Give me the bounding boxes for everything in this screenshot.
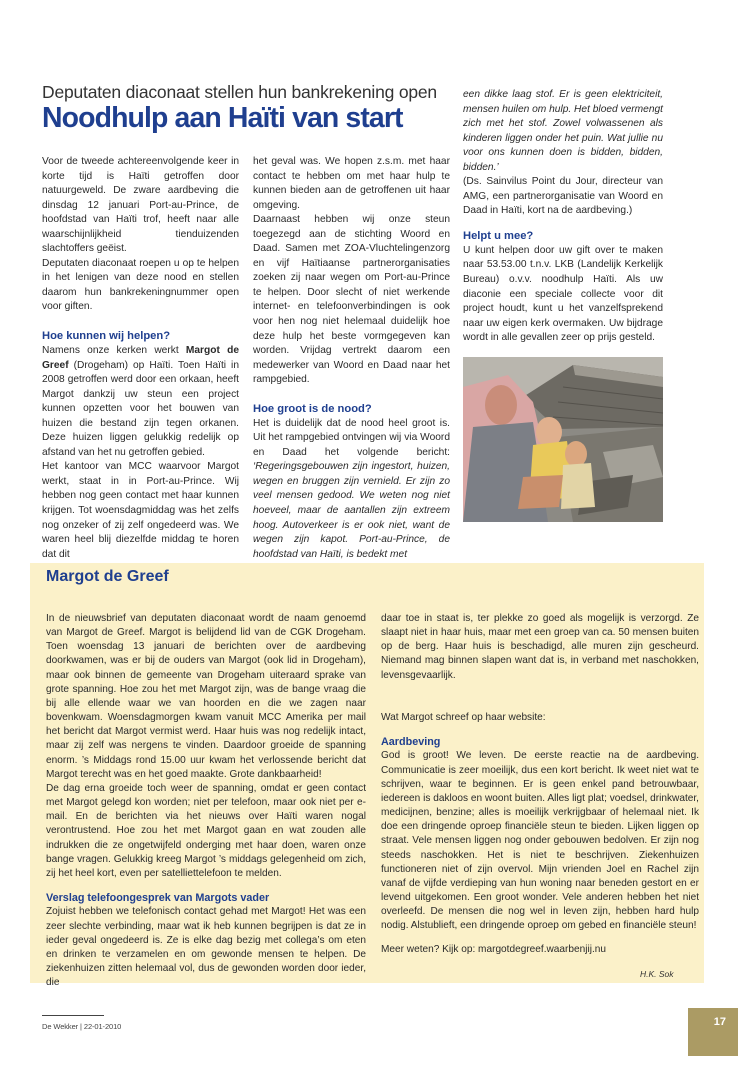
next-day-paragraph: De dag erna groeide toch weer de spanning, omdat er geen contact met Margot gelegd kon worden; niet per telefoon, maar ook niet per e-mail. En de berichten via het nieuws over Haïti waren nogal verontrustend. Hoe zou het met Margot gaan en wat zouden alle indrukken die ze ongetwijfeld onderging met haar doen, waren onze bange vragen. Gelukkig kreeg Margot ’s middags gelegenheid om zich, zij het heel kort, even per satelliettelefoon te melden. — [46, 782, 366, 879]
article-headline: Noodhulp aan Haïti van start — [42, 102, 403, 134]
quote-attribution: (Ds. Sainvilus Point du Jour, directeur van AMG, een partnerorganisatie van Woord en Daad in Haïti, kort na de aardbeving.) — [463, 176, 663, 217]
article-column-3 — [463, 88, 663, 346]
need-paragraph: Het is duidelijk dat de nood heel groot is. Uit het rampgebied ontvingen wij via Woord en Daad het volgende bericht: ‘Regeringsgebouwen zijn ingestort, huizen, wegen en bruggen zijn vernield. Er zijn zo veel mensen gedood. We weten nog niet hoeveel, maar de aantallen zijn extreem hoog. Autoverkeer is er ook niet, want de wegen zijn kapot. Port-au-Prince, de hoofdstad van Haïti, is bedekt met — [253, 417, 450, 560]
donation-paragraph: U kunt helpen door uw gift over te maken naar 53.53.00 t.n.v. LKB (Landelijk Kerkelijk Bureau) o.v.v. noodhulp Haïti. Als uw diaconie een speciale collecte voor dit project houdt, kunt u het vanzelfsprekend naar uw eigen kerk overmaken. Uw bijdrage wordt in alle gevallen zeer op prijs gesteld. — [463, 244, 663, 344]
newsletter-paragraph: In de nieuwsbrief van deputaten diaconaat wordt de naam genoemd van Margot de Greef. Margot is belijdend lid van de CGK Drogeham. Toen woensdag 13 januari de berichten over de aardbeving doorkwamen, was er bij de ouders van Margot (ook lid in Drogeham), maar ook binnen de gemeente van Drogeham uiteraard sprake van grote spanning. Hoe zou het met Margot zijn, was de bange vraag die bij alle ellende waar we van hoorden en die we zagen naar bovenkwam. Woensdagmorgen kwam vanuit MCC Amerika per mail het bericht dat Margot vermist werd. Haar huis was nog redelijk intact, maar zij zelf was nergens te vinden. Daardoor groeide de spanning enorm. ’s Middags rond 15.00 uur kwam het verlossende bericht dat Margot terecht was en het goed maakte. Grote dankbaarheid! — [46, 613, 366, 780]
quote-continuation: een dikke laag stof. Er is geen elektriciteit, mensen huilen om hulp. Het bloed vermengt zich met het stof. Zowel volwassenen als kinderen liggen onder het puin. Wat jullie nu voor ons kunnen doen is bidden, bidden, bidden.’ — [463, 89, 663, 173]
article-column-1 — [42, 155, 239, 562]
website-intro: Wat Margot schreef op haar website: — [381, 711, 546, 723]
author-signature: H.K. Sok — [640, 969, 674, 979]
contact-paragraph: het geval was. We hopen z.s.m. met haar contact te hebben om met haar hulp te kunnen bieden aan de getroffenen uit haar omgeving. — [253, 156, 450, 211]
website-message: God is groot! We leven. De eerste reactie na de aardbeving. Communicatie is zeer moeilijk, dus een kort bericht. Ik weet niet wat te schrijven, waar te beginnen. Er is geen enkel pand betrouwbaar, iedereen is dakloos en woont buiten. Alles ligt plat; voedsel, drinkwater, medicijnen, benzine; alles is moeilijk verkrijgbaar of helemaal niet. Ik doe een dringende oproep financiële steun te bieden. Lijken liggen op straat. Vele mensen liggen nog onder gebouwen bedolven. Er zijn nog steeds naschokken. Het is niet te beschrijven. Ziekenhuizen functioneren niet of zijn overvol. Mijn vrienden Joel en Rachel zijn vanaf de vijfde verdieping van hun woning naar beneden gestort en er levend uitgekomen. Een groot wonder. Vele anderen hebben het niet overleefd. De mensen die nog wel in leven zijn, hebben hard hulp nodig. Alstublieft, een dringende oproep om gebed en financiële steun! — [381, 750, 699, 932]
footer-rule — [42, 1015, 104, 1016]
section-heading-quake: Aardbeving — [381, 735, 441, 748]
appeal-paragraph: Deputaten diaconaat roepen u op te helpen in het lenigen van deze nood en stellen daarom hun bankrekeningnummer open voor giften. — [42, 257, 239, 313]
earthquake-photo — [463, 357, 663, 522]
intro-paragraph: Voor de tweede achtereenvolgende keer in korte tijd is Haïti getroffen door natuurgeweld. De zware aardbeving die dinsdag 12 januari Port-au-Prince, de hoofdstad van Haïti trof, heeft naar alle waarschijnlijkheid tienduizenden slachtoffers geëist. — [42, 156, 239, 255]
section-heading-help: Hoe kunnen wij helpen? — [42, 330, 171, 343]
section-heading-helps: Helpt u mee? — [463, 229, 534, 242]
box-column-1 — [46, 612, 366, 990]
phone-report-paragraph: Zojuist hebben we telefonisch contact gehad met Margot! Het was een zeer slechte verbinding, maar wat ik heb kunnen begrijpen is dat ze in ieder geval ongedeerd is. Ze is elke dag bezig met collega’s om eten en drinken te verzamelen en om gewonde mensen te helpen. De ziekenhuizen zitten helemaal vol, dus de gewonden worden door ieder, die — [46, 906, 366, 989]
article-kicker: Deputaten diaconaat stellen hun bankrekening open — [42, 82, 437, 102]
shelter-paragraph: daar toe in staat is, ter plekke zo goed als mogelijk is verzorgd. Ze slaapt niet in haar huis, maar met een groep van ca. 50 mensen buiten op de berg. Haar huis is beschadigd, alle muren zijn gescheurd. Niemand mag binnen slapen want dat is, in verband met naschokken, levensgevaarlijk. — [381, 613, 699, 681]
margot-paragraph: Namens onze kerken werkt Margot de Greef (Drogeham) op Haïti. Toen Haïti in 2008 getroffen werd door een orkaan, heeft Margot dankzij uw steun een project kunnen opzetten voor het bouwen van huizen die bestand zijn tegen orkanen. Deze huizen liggen gelukkig redelijk op afstand van het nu getroffen gebied. — [42, 345, 239, 458]
section-heading-report: Verslag telefoongesprek van Margots vader — [46, 891, 270, 904]
page-number: 17 — [713, 1016, 726, 1028]
footer-publication: De Wekker | 22-01-2010 — [42, 1022, 122, 1031]
more-info-line: Meer weten? Kijk op: margotdegreef.waarbenjij.nu — [381, 944, 606, 956]
box-title: Margot de Greef — [46, 568, 169, 585]
article-column-2 — [253, 155, 450, 562]
section-heading-need: Hoe groot is de nood? — [253, 402, 372, 415]
box-column-2 — [381, 612, 699, 958]
mcc-paragraph: Het kantoor van MCC waarvoor Margot werkt, staat in in Port-au-Prince. Wij hebben nog geen contact met haar kunnen krijgen. Tot woensdagmiddag was het zelfs nog onzeker of zij zelf ongedeerd was. We waren heel blij diezelfde middag te horen dat dit — [42, 461, 239, 560]
woord-en-daad-paragraph: Daarnaast hebben wij onze steun toegezegd aan de stichting Woord en Daad. Samen met ZOA-Vluchtelingenzorg en vijf Haïtiaanse partnerorganisaties zoeken zij naar wegen om Port-au-Prince te helpen. Door slecht of niet werkende internet- en telefoonverbindingen is ook voor hen nog niet helemaal duidelijk hoe deze hulp het beste vormgegeven kan worden. Vrijdag vertrekt daarom een medewerker van Woord en Daad naar het rampgebied. — [253, 214, 450, 386]
